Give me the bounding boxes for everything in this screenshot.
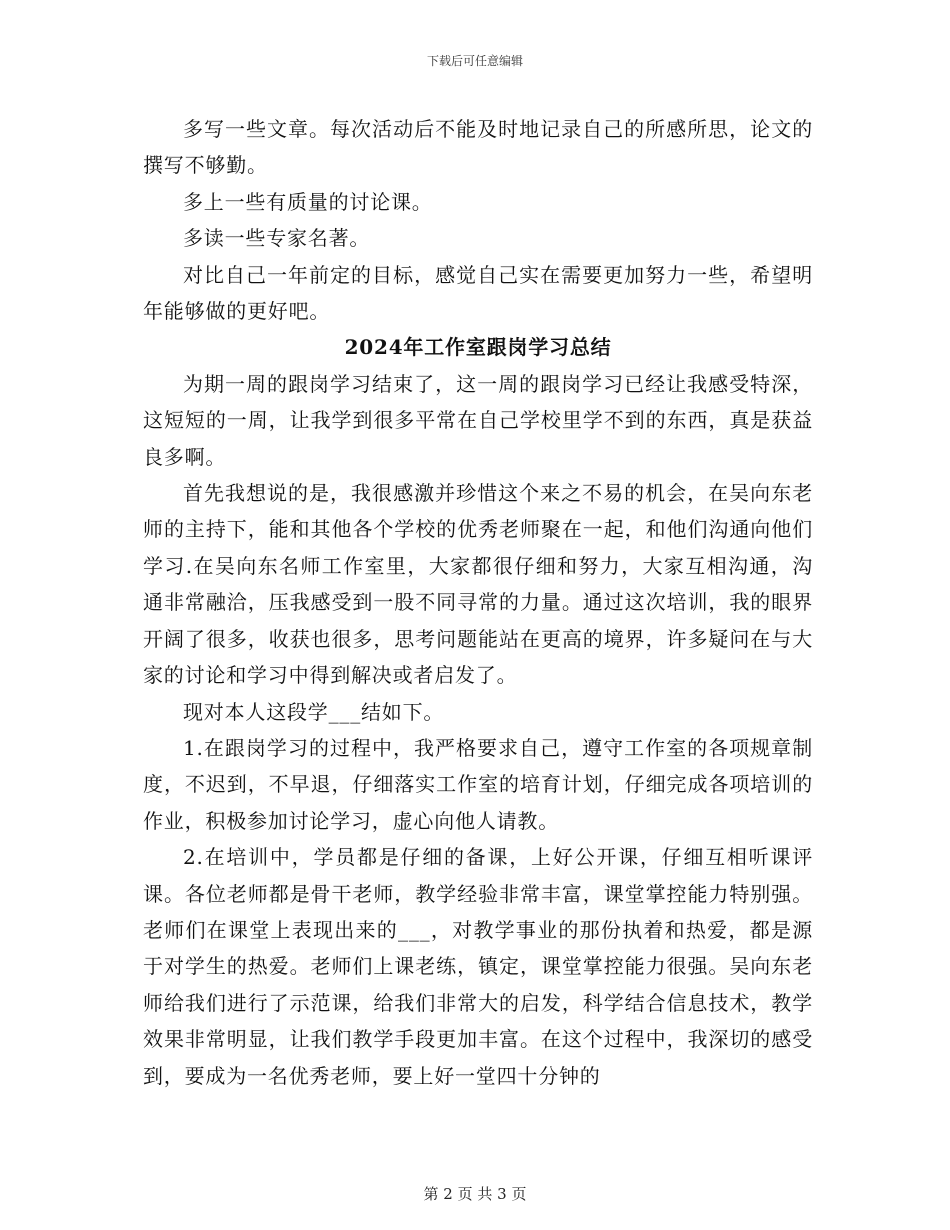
paragraph: 多读一些专家名著。	[183, 226, 371, 251]
document-body	[143, 111, 813, 1094]
paragraph: 多写一些文章。每次活动后不能及时地记录自己的所感所思，论文的撰写不够勤。	[143, 117, 813, 178]
page-header: 下载后可任意编辑	[426, 54, 523, 68]
paragraph: 首先我想说的是，我很感激并珍惜这个来之不易的机会，在吴向东老师的主持下，能和其他各个学校的优秀老师聚在一起，和他们沟通向他们学习.在吴向东名师工作室里，大家都很仔细和努力，大家互相沟通，沟通非常融洽，压我感受到一股不同寻常的力量。通过这次培训，我的眼界开阔了很多，收获也很多，思考问题能站在更高的境界，许多疑问在与大家的讨论和学习中得到解决或者启发了。	[143, 481, 813, 688]
section-title: 2024年工作室跟岗学习总结	[344, 335, 612, 360]
paragraph: 1.在跟岗学习的过程中，我严格要求自己，遵守工作室的各项规章制度，不迟到，不早退，仔细落实工作室的培育计划，仔细完成各项培训的作业，积极参加讨论学习，虚心向他人请教。	[143, 735, 813, 833]
paragraph: 对比自己一年前定的目标，感觉自己实在需要更加努力一些，希望明年能够做的更好吧。	[143, 262, 813, 324]
paragraph: 2.在培训中，学员都是仔细的备课，上好公开课，仔细互相听课评课。各位老师都是骨干老师，教学经验非常丰富，课堂掌控能力特别强。老师们在课堂上表现出来的___，对教学事业的那份执着和热爱，都是源于对学生的热爱。老师们上课老练，镇定，课堂掌控能力很强。吴向东老师给我们进行了示范课，给我们非常大的启发，科学结合信息技术，教学效果非常明显，让我们教学手段更加丰富。在这个过程中，我深切的感受到，要成为一名优秀老师，要上好一堂四十分钟的	[143, 845, 813, 1088]
paragraph: 现对本人这段学___结如下。	[183, 699, 445, 724]
paragraph: 多上一些有质量的讨论课。	[183, 189, 433, 214]
page-number: 第 2 页 共 3 页	[423, 1185, 527, 1203]
paragraph: 为期一周的跟岗学习结束了，这一周的跟岗学习已经让我感受特深，这短短的一周，让我学到很多平常在自己学校里学不到的东西，真是获益良多啊。	[143, 371, 813, 469]
